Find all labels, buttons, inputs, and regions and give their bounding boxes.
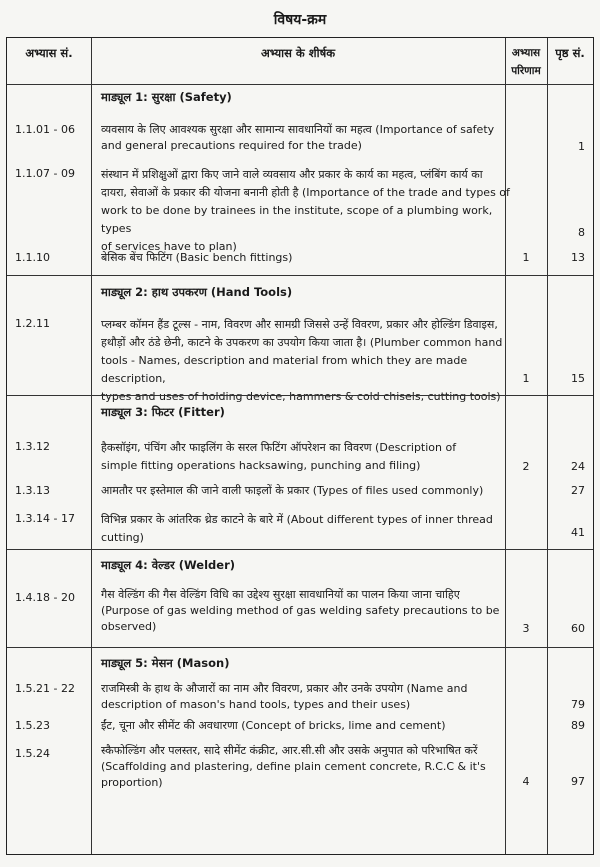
exercise-code: 1.1.07 - 09 bbox=[15, 167, 75, 180]
module-title: माड्यूल 1: सुरक्षा (Safety) bbox=[101, 90, 232, 104]
module-title: माड्यूल 4: वेल्डर (Welder) bbox=[101, 558, 235, 572]
exercise-code: 1.3.14 - 17 bbox=[15, 512, 75, 525]
page-number: 41 bbox=[571, 526, 585, 539]
exercise-description: गैस वेल्डिंग की गैस वेल्डिंग विधि का उद्देश्य सुरक्षा सावधानियों का पालन किया जाना चाहिए (Purpose of gas welding method of gas welding safety precautions to be observed) bbox=[101, 588, 500, 633]
page-number: 60 bbox=[571, 622, 585, 635]
exercise-description: विभिन्न प्रकार के आंतरिक थ्रेड काटने के बारे में (About different types of inner thread cutting) bbox=[101, 513, 493, 544]
exercise-result: 1 bbox=[522, 251, 530, 264]
column-divider bbox=[91, 38, 92, 854]
contents-table bbox=[6, 37, 594, 855]
page-number: 15 bbox=[571, 372, 585, 385]
module-divider bbox=[7, 647, 593, 648]
exercise-result: 1 bbox=[522, 372, 530, 385]
exercise-description: प्लम्बर कॉमन हैंड टूल्स - नाम, विवरण और सामग्री जिससे उन्हें विवरण, प्रकार और होल्डिंग डिवाइस, हथौड़ों और ठंडे छेनी, काटने के उपकरण का उपयोग किया जाता है। (Plumber common hand tools - Names, description and material from which they are made description, types and uses of holding device, hammers & cold chisels, cutting tools) bbox=[101, 318, 503, 403]
page-number: 79 bbox=[571, 698, 585, 711]
page-number: 1 bbox=[578, 140, 585, 153]
exercise-description: आमतौर पर इस्तेमाल की जाने वाली फाइलों के प्रकार (Types of files used commonly) bbox=[101, 484, 484, 497]
exercise-code: 1.1.10 bbox=[15, 251, 50, 264]
exercise-result: 3 bbox=[522, 622, 530, 635]
exercise-description: व्यवसाय के लिए आवश्यक सुरक्षा और सामान्य सावधानियों का महत्व (Importance of safety and general precautions required for the trade) bbox=[101, 123, 495, 152]
module-divider bbox=[7, 275, 593, 276]
exercise-description: संस्थान में प्रशिक्षुओं द्वारा किए जाने वाले व्यवसाय और प्रकार के कार्य का महत्व, प्लंबिंग कार्य का दायरा, सेवाओं के प्रकार की योजना बनानी होती है (Importance of the trade and types of work to be done by trainees in the institute, scope of a plumbing work, types of services have to plan) bbox=[101, 168, 510, 253]
page-title: विषय-क्रम bbox=[273, 12, 327, 28]
exercise-code: 1.5.24 bbox=[15, 747, 50, 760]
exercise-code: 1.3.12 bbox=[15, 440, 50, 453]
header-exercise-no: अभ्यास सं. bbox=[25, 46, 73, 60]
exercise-code: 1.2.11 bbox=[15, 317, 50, 330]
module-title: माड्यूल 5: मेसन (Mason) bbox=[101, 656, 230, 670]
header-result-line2: परिणाम bbox=[511, 65, 541, 77]
header-exercise-title: अभ्यास के शीर्षक bbox=[260, 46, 336, 60]
exercise-code: 1.5.21 - 22 bbox=[15, 682, 75, 695]
exercise-code: 1.1.01 - 06 bbox=[15, 123, 75, 136]
page-number: 89 bbox=[571, 719, 585, 732]
module-divider bbox=[7, 549, 593, 550]
exercise-description: बेसिक बेंच फिटिंग (Basic bench fittings) bbox=[101, 251, 293, 264]
page-number: 8 bbox=[578, 226, 585, 239]
exercise-description: स्कैफोल्डिंग और पलस्तर, सादे सीमेंट कंक्रीट, आर.सी.सी और उसके अनुपात को परिभाषित करें (Scaffolding and plastering, define plain cement concrete, R.C.C & it's proportion) bbox=[101, 744, 486, 789]
exercise-code: 1.5.23 bbox=[15, 719, 50, 732]
exercise-result: 2 bbox=[522, 460, 530, 473]
module-title: माड्यूल 2: हाथ उपकरण (Hand Tools) bbox=[101, 285, 293, 299]
header-page-no: पृष्ठ सं. bbox=[555, 46, 585, 60]
exercise-result: 4 bbox=[522, 775, 530, 788]
exercise-description: राजमिस्त्री के हाथ के औजारों का नाम और विवरण, प्रकार और उनके उपयोग (Name and description of mason's hand tools, types and their uses) bbox=[101, 682, 468, 711]
exercise-description: ईंट, चूना और सीमेंट की अवधारणा (Concept of bricks, lime and cement) bbox=[101, 719, 446, 732]
page-number: 27 bbox=[571, 484, 585, 497]
exercise-code: 1.3.13 bbox=[15, 484, 50, 497]
page-number: 97 bbox=[571, 775, 585, 788]
module-divider bbox=[7, 395, 593, 396]
exercise-code: 1.4.18 - 20 bbox=[15, 591, 75, 604]
module-title: माड्यूल 3: फिटर (Fitter) bbox=[101, 405, 225, 419]
header-result-line1: अभ्यास bbox=[511, 47, 541, 59]
exercise-description: हैकसॉइंग, पंचिंग और फाइलिंग के सरल फिटिंग ऑपरेशन का विवरण (Description of simple fitting operations hacksawing, punching and filing) bbox=[101, 441, 457, 472]
header-divider bbox=[7, 84, 593, 85]
page-number: 13 bbox=[571, 251, 585, 264]
page-number: 24 bbox=[571, 460, 585, 473]
